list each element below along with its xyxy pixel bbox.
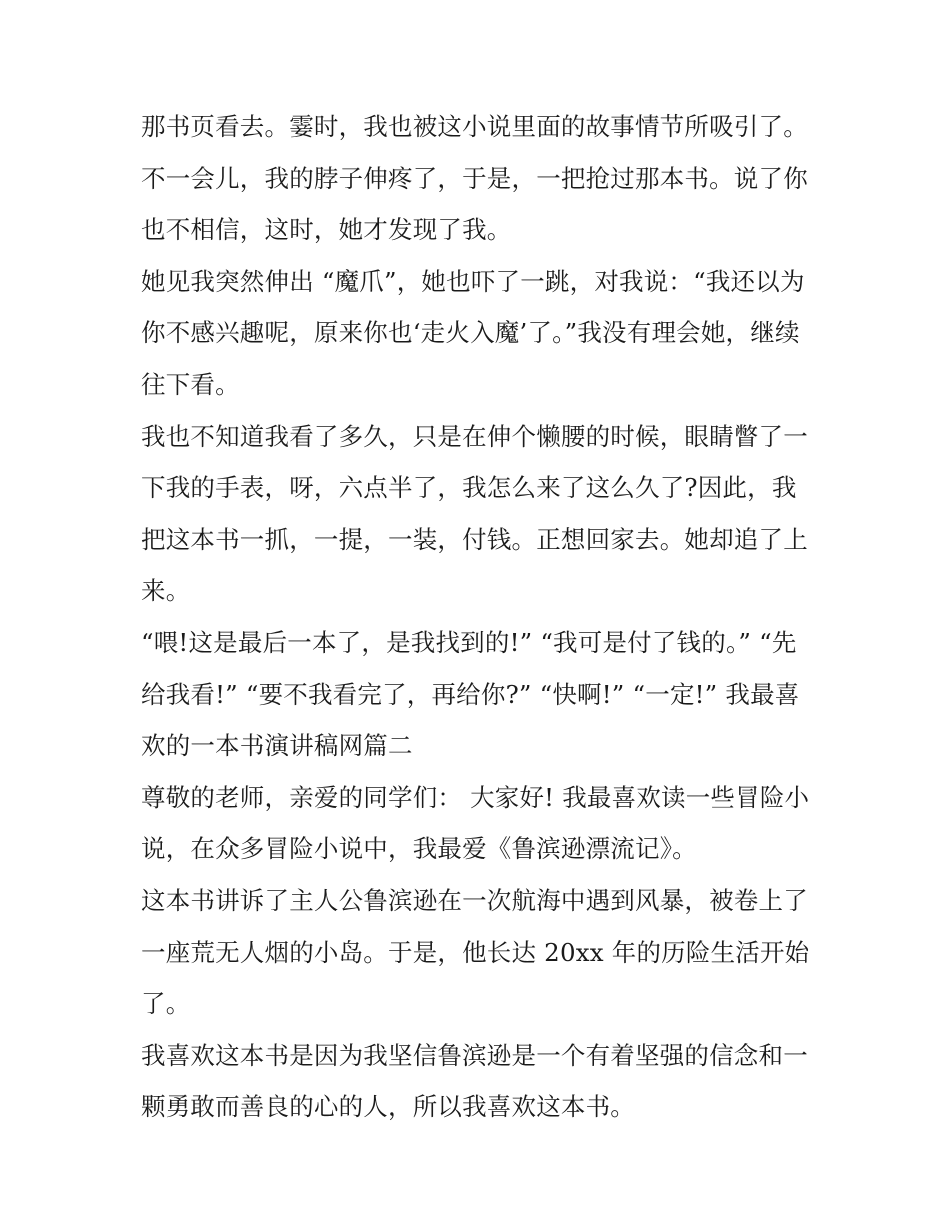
paragraph-2: 她见我突然伸出 “魔爪”，她也吓了一跳，对我说：“我还以为你不感兴趣呢，原来你也‘走火入魔’了。”我没有理会她，继续往下看。 <box>141 266 805 399</box>
paragraph-6: 这本书讲诉了主人公鲁滨逊在一次航海中遇到风暴，被卷上了一座荒无人烟的小岛。于是，他长达 20xx 年的历险生活开始了。 <box>141 885 810 1019</box>
paragraph-4: “喂!这是最后一本了，是我找到的!” “我可是付了钱的。” “先给我看!” “要不我看完了，再给你?” “快啊!” “一定!” 我最喜欢的一本书演讲稿网篇二 <box>141 627 800 761</box>
paragraph-5: 尊敬的老师，亲爱的同学们： 大家好! 我最喜欢读一些冒险小说，在众多冒险小说中，我最爱《鲁滨逊漂流记》。 <box>141 782 810 864</box>
paragraph-7: 我喜欢这本书是因为我坚信鲁滨逊是一个有着坚强的信念和一颗勇敢而善良的心的人，所以我喜欢这本书。 <box>141 1040 808 1122</box>
paragraph-3: 我也不知道我看了多久，只是在伸个懒腰的时候，眼睛瞥了一下我的手表，呀，六点半了，我怎么来了这么久了?因此，我把这本书一抓，一提，一装，付钱。正想回家去。她却追了上来。 <box>141 421 808 606</box>
document-body <box>141 101 813 1133</box>
paragraph-1: 那书页看去。霎时，我也被这小说里面的故事情节所吸引了。不一会儿，我的脖子伸疼了，于是，一把抢过那本书。说了你也不相信，这时，她才发现了我。 <box>141 112 808 245</box>
